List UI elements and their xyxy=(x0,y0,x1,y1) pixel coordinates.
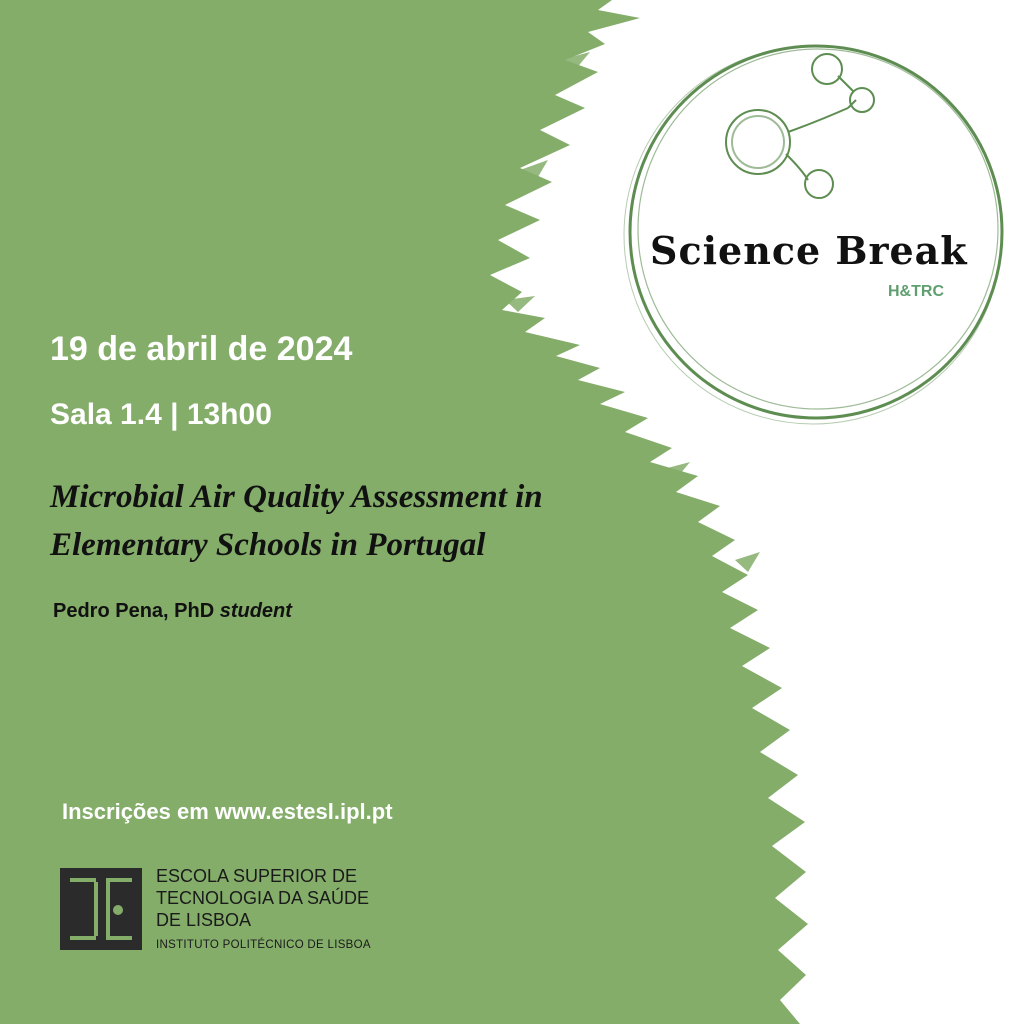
htrc-logo-text: H&TRC xyxy=(888,283,944,300)
talk-title-line2: Elementary Schools in Portugal xyxy=(50,526,486,563)
talk-title xyxy=(50,474,670,570)
speaker-name: Pedro Pena, PhD xyxy=(53,600,220,622)
school-name-line2: TECNOLOGIA DA SAÚDE xyxy=(156,887,370,908)
speaker-role: student xyxy=(219,600,292,622)
estesl-logo-icon xyxy=(60,868,142,950)
event-date: 19 de abril de 2024 xyxy=(50,330,353,368)
brand-title: Science Break xyxy=(650,228,968,273)
institute-name: INSTITUTO POLITÉCNICO DE LISBOA xyxy=(156,939,371,951)
event-room-time: Sala 1.4 | 13h00 xyxy=(50,398,272,431)
talk-title-line1: Microbial Air Quality Assessment in xyxy=(50,479,543,515)
school-name-line1: ESCOLA SUPERIOR DE xyxy=(156,866,358,886)
school-name xyxy=(156,866,369,932)
speaker xyxy=(53,600,292,623)
molecule-icon xyxy=(726,54,874,198)
registration-link[interactable]: Inscrições em www.estesl.ipl.pt xyxy=(62,799,393,824)
school-name-line3: DE LISBOA xyxy=(156,909,252,930)
